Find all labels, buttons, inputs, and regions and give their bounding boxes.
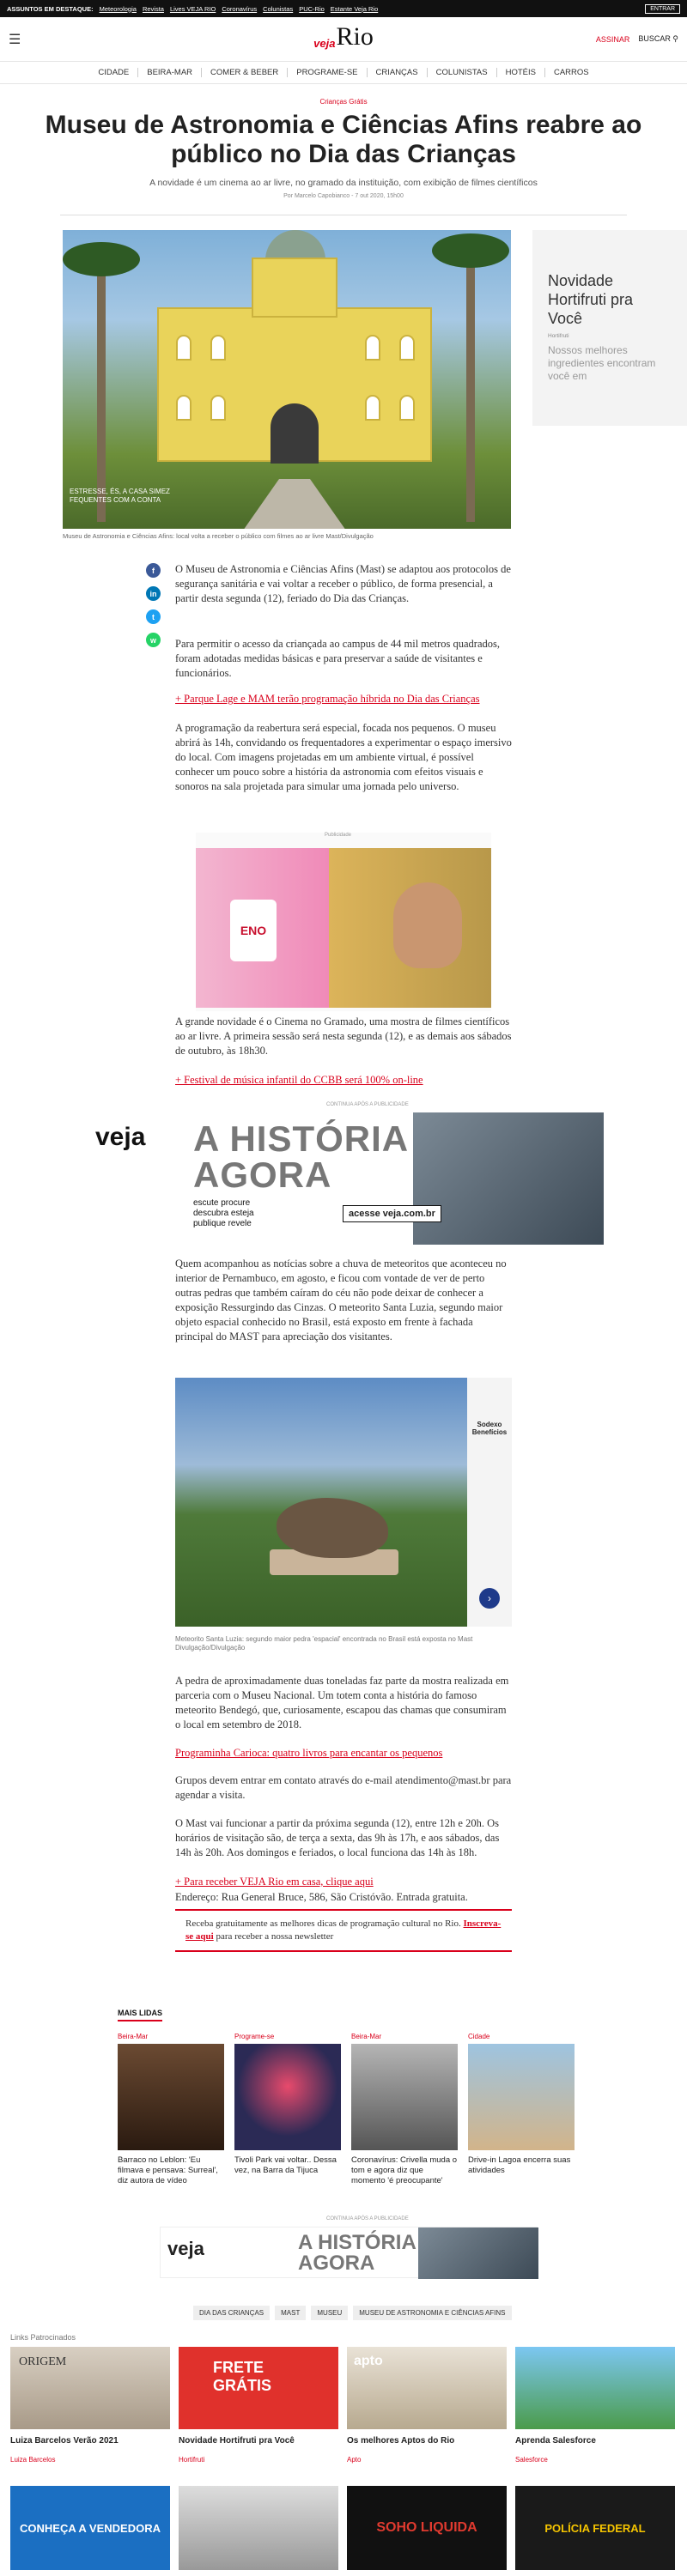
sponsored-image[interactable]: SOHO LIQUIDA [347,2486,507,2570]
most-read-list [118,2033,575,2186]
subscribe-link[interactable]: ASSINAR [595,34,630,44]
card-image[interactable] [118,2044,224,2150]
sponsored-card[interactable] [515,2347,675,2464]
topbar-link[interactable]: Estante Veja Rio [330,4,379,13]
logo-rio: Rio [336,22,374,51]
sponsored-source[interactable]: Hortifruti [179,2456,205,2464]
article-kicker[interactable]: Crianças Grátis [319,98,368,106]
card-title[interactable]: Tivoli Park vai voltar.. Dessa vez, na Barra da Tijuca [234,2155,337,2175]
newsletter-tail: para receber a nossa newsletter [216,1931,334,1942]
ad-photo [418,2227,538,2279]
address: Endereço: Rua General Bruce, 586, São Cristóvão. Entrada gratuita. [175,1891,468,1903]
highlights-label: ASSUNTOS EM DESTAQUE: [7,4,94,13]
card-category[interactable]: Beira-Mar [118,2033,149,2040]
hero-image[interactable] [63,230,511,529]
most-read-card[interactable] [468,2033,575,2186]
top-bar [0,0,687,17]
most-read-card[interactable] [351,2033,458,2186]
topbar-link[interactable]: Colunistas [263,4,294,13]
sponsored-headline[interactable]: Aprenda Salesforce [515,2436,596,2446]
search-icon: ⚲ [672,34,678,43]
card-title[interactable]: Barraco no Leblon: 'Eu filmava e pensava: Surreal', diz autora de vídeo [118,2155,218,2185]
meteorite-image[interactable] [175,1378,512,1627]
nav-item[interactable]: HOTÉIS [497,68,545,77]
sponsored-image[interactable]: apto [347,2347,507,2429]
paragraph: A grande novidade é o Cinema no Gramado, uma mostra de filmes científicos ao ar livre. A primeira sessão será nesta segunda (12), e as demais aos sábados de outubro, às 18h30. [175,1015,512,1057]
tag[interactable]: MUSEU DE ASTRONOMIA E CIÊNCIAS AFINS [353,2306,511,2320]
inline-ad[interactable] [196,833,491,1011]
card-category[interactable]: Cidade [468,2033,490,2040]
sponsored-image[interactable]: FRETE GRÁTIS [179,2347,338,2429]
sponsored-image[interactable] [515,2347,675,2429]
related-link[interactable]: Programinha Carioca: quatro livros para encantar os pequenos [175,1747,443,1759]
search-label: BUSCAR [638,34,671,43]
veja-small-ad[interactable] [160,2227,538,2278]
banner-cta[interactable]: acesse veja.com.br [343,1205,441,1222]
article-body [175,562,512,606]
museum-building [157,307,432,462]
card-image[interactable] [351,2044,458,2150]
sponsored-row [10,2486,675,2570]
menu-icon[interactable]: ☰ [9,32,21,47]
meteor-side-ad[interactable] [467,1378,512,1627]
twitter-icon[interactable]: t [146,609,161,624]
site-header [0,17,687,62]
hero-caption: Museu de Astronomia e Ciências Afins: local volta a receber o público com filmes ao ar livre Mast/Divulgação [63,532,374,540]
sponsored-row [10,2347,675,2464]
veja-banner-ad[interactable] [85,1112,604,1245]
main-nav [0,62,687,84]
ad-label: Publicidade [325,833,352,838]
sponsored-image[interactable]: ORIGEM [10,2347,170,2429]
ad-title: Sodexo Benefícios [471,1421,508,1436]
sponsored-card[interactable] [179,2347,338,2464]
newsletter-link[interactable]: Inscreva-se aqui [185,1918,502,1942]
most-read-card[interactable] [234,2033,341,2186]
sponsored-headline[interactable]: Novidade Hortifruti pra Você [179,2436,295,2446]
related-link[interactable]: + Para receber VEJA Rio em casa, clique aqui [175,1876,374,1888]
paragraph: A programação da reabertura será especial, focada nos pequenos. O museu abrirá às 14h, convidando os frequentadores a experimentar o espaço imersivo do local. Com imagens projetadas em um ambiente virtual, é possível conhecer um pouco sobre a história da astronomia com efeitos visuais e sonoros na sala projetada para simular uma jornada pelo universo. [175,722,512,792]
related-link[interactable]: + Festival de música infantil do CCBB será 100% on-line [175,1074,423,1086]
topbar-link[interactable]: Lives VEJA RIO [169,4,216,13]
ad-label: CONTINUA APÓS A PUBLICIDADE [326,1102,409,1107]
facebook-icon[interactable]: f [146,563,161,578]
nav-item[interactable]: CARROS [553,68,589,77]
sponsored-card[interactable] [10,2347,170,2464]
sidebar-ad[interactable] [532,230,687,426]
nav-item[interactable]: PROGRAME-SE [288,68,367,77]
article-byline: Por Marcelo Capobianco - 7 out 2020, 15h00 [283,193,404,199]
palm-tree [466,256,475,522]
topbar-link[interactable]: Revista [142,4,164,13]
sponsored-image[interactable]: CONHEÇA A VENDEDORA [10,2486,170,2570]
ad-person [393,882,462,968]
nav-item[interactable]: COMER & BEBER [202,68,288,77]
tag[interactable]: MUSEU [311,2306,348,2320]
ad-title: Novidade Hortifruti pra Você [548,272,634,327]
article-title: Museu de Astronomia e Ciências Afins reabre ao público no Dia das Crianças [45,111,642,168]
sponsored-card[interactable] [347,2347,507,2464]
banner-logo: veja [95,1123,146,1151]
card-category[interactable]: Programe-se [234,2033,275,2040]
logo-veja: veja [313,37,336,50]
ad-brand: Hortifruti [548,333,569,339]
banner-photo [413,1112,604,1245]
chevron-right-icon[interactable]: › [479,1588,500,1609]
meteorite [277,1498,388,1558]
tag[interactable]: MAST [275,2306,306,2320]
ad-headline: A HISTÓRIA AGORA [298,2231,416,2275]
topbar-link[interactable]: Meteorologia [99,4,137,13]
ad-text: Nossos melhores ingredientes encontram você em [548,344,656,382]
paragraph: A pedra de aproximadamente duas toneladas faz parte da mostra realizada em parceria com o Museu Nacional. Um totem conta a história do famoso meteorito Bendegó, que, curiosamente, escapou das chamas que consumiram o local em setembro de 2018. [175,1675,509,1730]
ad-product: ENO [230,900,277,961]
paragraph: Para permitir o acesso da criançada ao campus de 44 mil metros quadrados, foram adotadas medidas básicas e para preservar a saúde de visitantes e funcionários. [175,638,500,679]
card-title[interactable]: Coronavírus: Crivella muda o tom e agora diz que momento 'é preocupante' [351,2155,458,2185]
card-title[interactable]: Drive-in Lagoa encerra suas atividades [468,2155,571,2175]
card-category[interactable]: Beira-Mar [351,2033,382,2040]
sponsored-image[interactable] [179,2486,338,2570]
image-caption: Meteorito Santa Luzia: segundo maior pedra 'espacial' encontrada no Brasil está exposta no Mast Divulgação/Divulgação [175,1635,473,1652]
card-image[interactable] [234,2044,341,2150]
login-button[interactable]: ENTRAR [645,4,680,14]
paragraph: O Mast vai funcionar a partir da próxima segunda (12), entre 12h e 20h. Os horários de visitação são, de terça a sexta, das 9h às 17h, e aos sábados, das 14h às 20h. Aos domingos e feriados, o local funciona das 14h às 18h. [175,1817,500,1858]
topbar-link[interactable]: PUC-Rio [299,4,325,13]
article-subtitle: A novidade é um cinema ao ar livre, no gramado da instituição, com exibição de filmes científicos [149,178,538,188]
tag[interactable]: DIA DAS CRIANÇAS [193,2306,270,2320]
tag-list [193,2306,512,2320]
search-button[interactable] [638,34,678,44]
newsletter-text: Receba gratuitamente as melhores dicas de programação cultural no Rio. [185,1918,461,1929]
banner-tagline: escute procure descubra esteja publique revele [193,1198,254,1228]
card-image[interactable] [468,2044,575,2150]
site-logo[interactable] [313,24,374,50]
nav-item[interactable]: COLUNISTAS [428,68,497,77]
ad-label: CONTINUA APÓS A PUBLICIDADE [326,2216,409,2221]
hero-overlay-text: ESTRESSE, ÉS, A CASA SIMEZ FEQUENTES COM A CONTA [70,488,170,504]
paragraph: Quem acompanhou as notícias sobre a chuva de meteoritos que aconteceu no interior de Pernambuco, em agosto, e ficou com vontade de ver de perto outras pedras que também caíram do céu não pode deixar de conhecer a exposição Ressurgindo das Cinzas. O meteorito Santa Luzia, segundo maior objeto espacial conhecido no Brasil, está exposto em frente à fachada principal do MAST para apreciação dos visitantes. [175,1258,507,1343]
paragraph: Grupos devem entrar em contato através do e-mail atendimento@mast.br para agendar a visita. [175,1774,512,1801]
topbar-link[interactable]: Coronavírus [222,4,258,13]
sponsored-title: Links Patrocinados [10,2333,76,2342]
sponsored-source[interactable]: Apto [347,2456,362,2464]
sponsored-source[interactable]: Luiza Barcelos [10,2456,56,2464]
paragraph: O Museu de Astronomia e Ciências Afins (Mast) se adaptou aos protocolos de segurança sanitária e vai voltar a receber o público, de forma presencial, a partir desta segunda (12), feriado do Dia das Crianças. [175,563,511,604]
sponsored-image[interactable]: POLÍCIA FEDERAL [515,2486,675,2570]
banner-headline: A HISTÓRIA AGORA [193,1118,410,1195]
nav-item[interactable]: CRIANÇAS [368,68,428,77]
share-bar [146,563,161,647]
whatsapp-icon[interactable]: w [146,633,161,647]
linkedin-icon[interactable]: in [146,586,161,601]
newsletter-box [175,1909,512,1952]
sponsored-headline[interactable]: Luiza Barcelos Verão 2021 [10,2436,119,2446]
related-link[interactable]: + Parque Lage e MAM terão programação híbrida no Dia das Crianças [175,693,480,705]
ad-logo: veja [167,2238,204,2259]
nav-item[interactable]: CIDADE [89,68,138,77]
nav-item[interactable]: BEIRA-MAR [138,68,202,77]
most-read-card[interactable] [118,2033,224,2186]
most-read-title: MAIS LIDAS [118,2009,162,2021]
sponsored-source[interactable]: Salesforce [515,2456,548,2464]
sponsored-headline[interactable]: Os melhores Aptos do Rio [347,2436,455,2446]
palm-tree [97,264,106,522]
